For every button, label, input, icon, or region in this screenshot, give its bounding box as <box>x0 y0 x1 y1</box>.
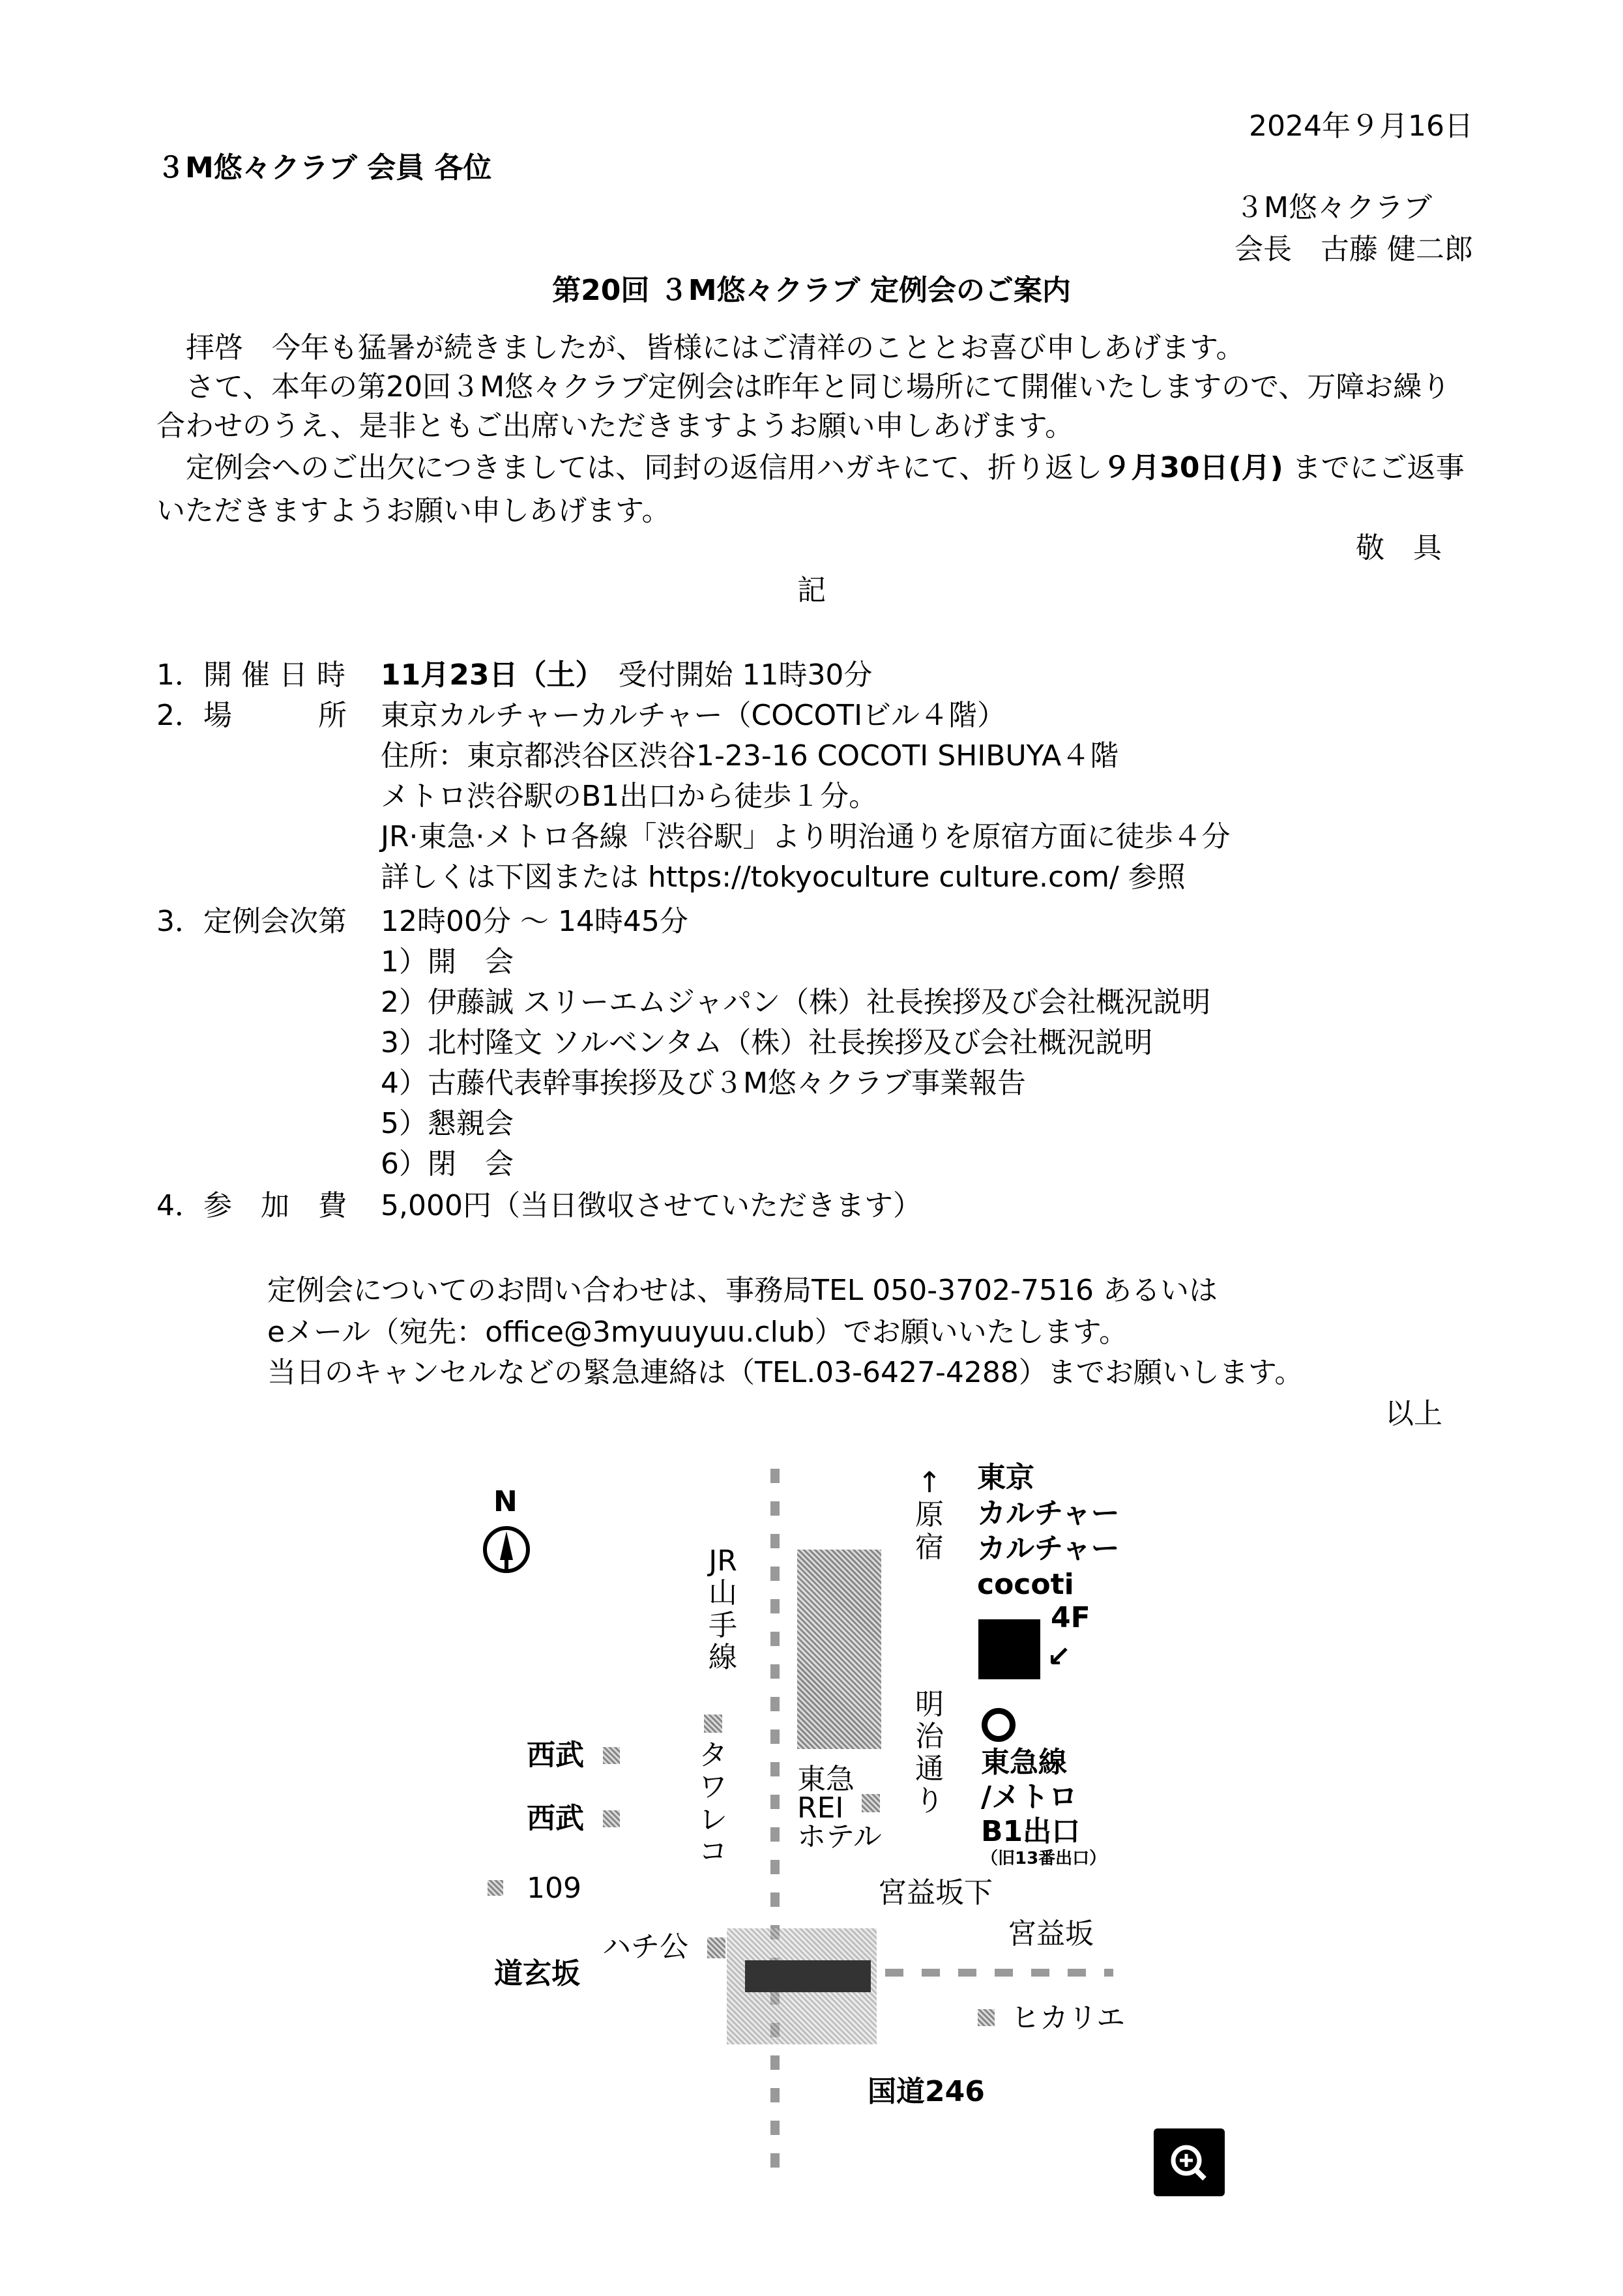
miyamasuzakashita-label: 宮益坂下 <box>878 1876 993 1909</box>
program-item: 4）古藤代表幹事挨拶及び３M悠々クラブ事業報告 <box>381 1067 1026 1100</box>
item-label-fee: 4．参 加 費 <box>156 1189 347 1222</box>
program-item: 1）開 会 <box>381 945 514 979</box>
sender-org: ３M悠々クラブ <box>1235 191 1432 224</box>
compass-icon <box>482 1525 531 1574</box>
arrow-down-left-icon: ↙ <box>1047 1640 1071 1673</box>
exit-label <box>981 1746 1106 1870</box>
sender-name: 会長 古藤 健二郎 <box>1235 233 1473 266</box>
seibu-marker <box>603 1810 620 1827</box>
exit-marker-icon <box>982 1708 1016 1742</box>
road-line <box>885 1969 1113 1977</box>
body-line: さて、本年の第20回３M悠々クラブ定例会は昨年と同じ場所にて開催いたしますので、万障お繰り <box>186 370 1451 404</box>
fee-value: 5,000円（当日徴収させていただきます） <box>381 1189 922 1222</box>
rsvp-text-end: までにご返事 <box>1292 451 1465 484</box>
exit-line: B1出口 <box>981 1814 1081 1848</box>
greeting-line: 拝啓 今年も猛暑が続きましたが、皆様にはご清祥のこととお喜び申しあげます。 <box>186 331 1245 364</box>
jr-yamanote-label: JR山手線 <box>709 1544 737 1674</box>
tower-records-marker <box>704 1715 722 1733</box>
dogenzaka-label: 道玄坂 <box>494 1957 580 1990</box>
rsvp-text: 定例会へのご出欠につきましては、同封の返信用ハガキにて、折り返し <box>186 451 1103 484</box>
zoom-in-icon <box>1154 2128 1225 2196</box>
document-title: 第20回 ３M悠々クラブ 定例会のご案内 <box>552 274 1071 307</box>
hotel-line: REI <box>797 1791 844 1825</box>
harajuku-label: ↑原宿 <box>915 1466 944 1564</box>
emergency-contact-line: 当日のキャンセルなどの緊急連絡は（TEL.03-6427-4288）までお願いします。 <box>267 1356 1304 1389</box>
marker-109 <box>488 1880 503 1896</box>
tower-records-label: タワレコ <box>699 1739 727 1868</box>
venue-access: JR·東急·メトロ各線「渋谷駅」より明治通りを原宿方面に徒歩４分 <box>381 820 1231 853</box>
venue-marker <box>978 1619 1040 1679</box>
center-gai-block <box>797 1550 881 1749</box>
exit-line: /メトロ <box>981 1780 1078 1814</box>
ki-heading: 記 <box>797 574 826 607</box>
event-date-value: 11月23日（土） <box>381 658 590 692</box>
hikarie-label: ヒカリエ <box>1011 2001 1126 2035</box>
item-label-program: 3．定例会次第 <box>156 905 347 938</box>
program-item: 5）懇親会 <box>381 1107 514 1140</box>
addressee: ３M悠々クラブ 会員 各位 <box>156 151 492 184</box>
floor-label: 4F <box>1051 1601 1090 1634</box>
venue-address: 住所：東京都渋谷区渋谷1-23-16 COCOTI SHIBUYA４階 <box>381 739 1119 773</box>
hachiko-marker <box>707 1937 725 1958</box>
venue-name: カルチャー <box>977 1532 1120 1566</box>
hotel-line: ホテル <box>797 1820 882 1853</box>
seibu-marker <box>603 1747 620 1764</box>
railway-line <box>770 1469 780 2186</box>
reception-time: 受付開始 11時30分 <box>618 658 873 692</box>
hikarie-marker <box>978 2009 995 2026</box>
route-246-label: 国道246 <box>868 2075 985 2108</box>
hotel-marker <box>862 1794 880 1812</box>
hachiko-label: ハチ公 <box>602 1930 688 1964</box>
venue-name: 東京 <box>977 1461 1034 1494</box>
item-label-venue: 2．場 所 <box>156 699 347 732</box>
zoom-in-button[interactable] <box>1154 2128 1225 2196</box>
program-item: 6）閉 会 <box>381 1147 514 1181</box>
miyamasuzaka-label: 宮益坂 <box>1008 1917 1094 1950</box>
venue-access: メトロ渋谷駅のB1出口から徒歩１分。 <box>381 780 878 813</box>
contact-email-line: eメール（宛先：office@3myuuyuu.club）でお願いいたします。 <box>267 1316 1128 1349</box>
exit-line: 東急線 <box>981 1746 1067 1779</box>
body-line: いただきますようお願い申しあげます。 <box>156 494 671 527</box>
rsvp-deadline: ９月30日(月) <box>1102 451 1283 484</box>
label-109: 109 <box>527 1872 581 1905</box>
venue-name: cocoti <box>977 1567 1074 1601</box>
venue-label <box>977 1460 1120 1602</box>
program-time: 12時00分 ～ 14時45分 <box>381 905 688 938</box>
item-label-date: 1．開 催 日 時 <box>156 658 345 692</box>
end-mark: 以上 <box>1385 1397 1442 1430</box>
document-date: 2024年９月16日 <box>1249 110 1473 143</box>
meiji-dori-label: 明治通り <box>915 1688 944 1818</box>
seibu-label: 西武 <box>527 1739 584 1772</box>
exit-old-name: （旧13番出口） <box>981 1849 1107 1869</box>
contact-line: 定例会についてのお問い合わせは、事務局TEL 050-3702-7516 あるいは <box>267 1274 1218 1307</box>
rsvp-line <box>186 451 1465 486</box>
venue-line: 東京カルチャーカルチャー（COCOTIビル４階） <box>381 699 1006 732</box>
shibuya-station-marker <box>745 1960 871 1992</box>
closing: 敬 具 <box>1356 531 1442 565</box>
event-date <box>381 658 872 693</box>
program-item: 2）伊藤誠 スリーエムジャパン（株）社長挨拶及び会社概況説明 <box>381 986 1211 1019</box>
program-item: 3）北村隆文 ソルベンタム（株）社長挨拶及び会社概況説明 <box>381 1026 1153 1059</box>
body-line: 合わせのうえ、是非ともご出席いただきますようお願い申しあげます。 <box>156 409 1074 443</box>
venue-name: カルチャー <box>977 1496 1120 1530</box>
venue-link-line[interactable]: 詳しくは下図または https://tokyoculture culture.com/ 参照 <box>381 861 1186 894</box>
hotel-line: 東急 <box>797 1763 855 1796</box>
seibu-label: 西武 <box>527 1802 584 1835</box>
north-label: N <box>493 1485 518 1518</box>
